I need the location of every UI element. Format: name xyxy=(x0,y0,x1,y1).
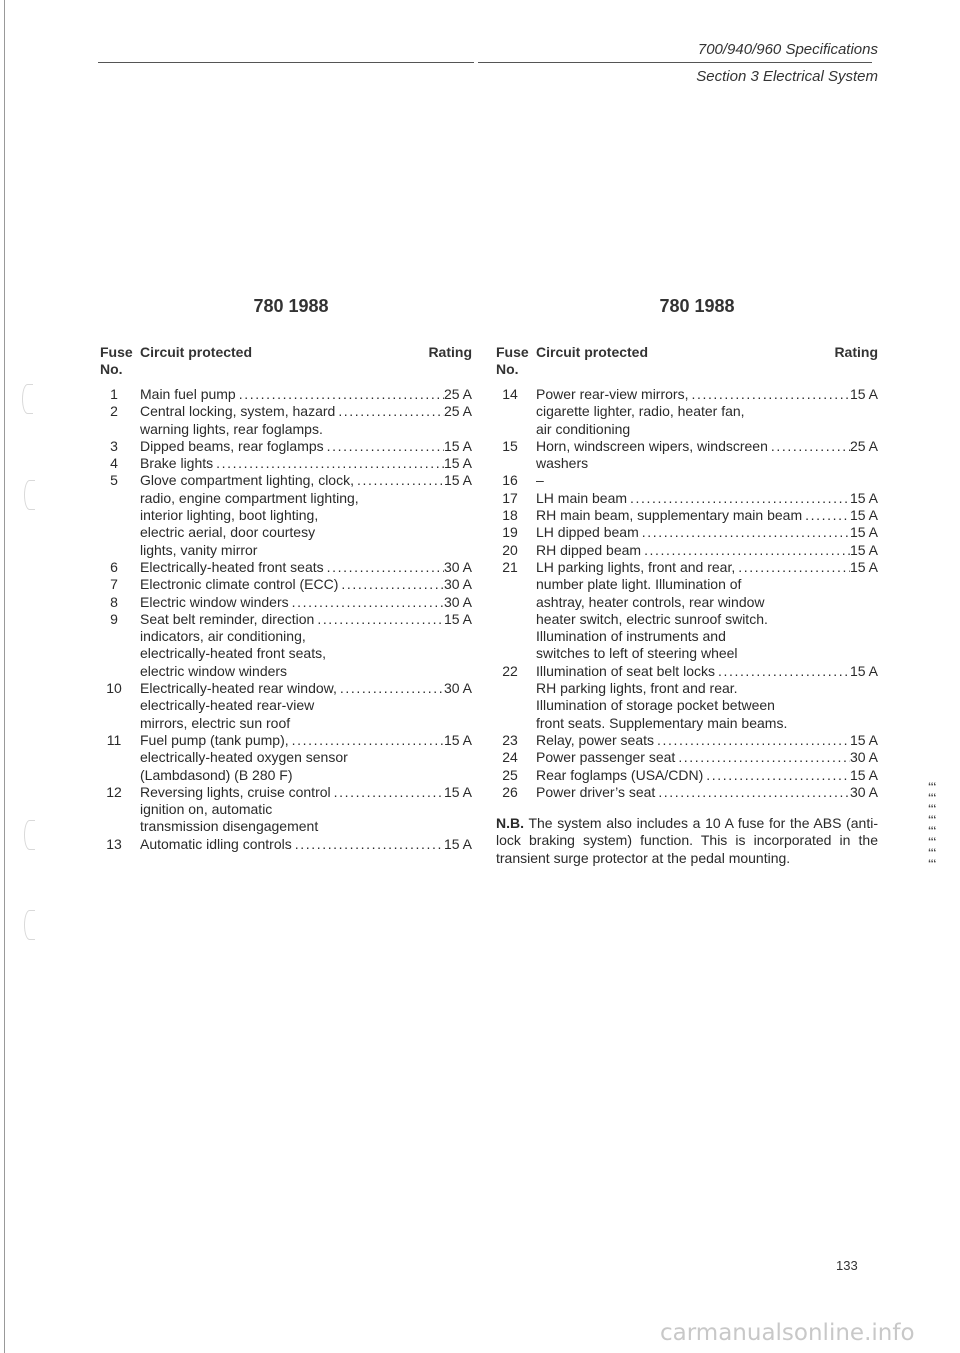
description-line: washers xyxy=(536,455,589,472)
scan-artifact xyxy=(24,820,35,850)
description-line: Brake lights ..... 15 A xyxy=(140,455,472,472)
right-fuse-table xyxy=(496,296,878,867)
circuit-description xyxy=(536,559,878,663)
description-line: Electric window winders ..... 30 A xyxy=(140,594,472,611)
circuit-description xyxy=(536,507,878,524)
header-section: Section 3 Electrical System xyxy=(696,68,878,85)
description-line: Seat belt reminder, direction ..... 15 A xyxy=(140,611,472,628)
table-row xyxy=(496,767,878,784)
description-line: Rear foglamps (USA/CDN) ..... 15 A xyxy=(536,767,878,784)
table-row xyxy=(496,542,878,559)
fuse-rating: 30 A xyxy=(443,558,472,575)
fuse-rating: 15 A xyxy=(849,524,878,541)
fuse-number: 21 xyxy=(502,558,518,575)
fuse-number: 7 xyxy=(110,576,118,593)
description-line: interior lighting, boot lighting, xyxy=(140,507,319,524)
table-row xyxy=(496,784,878,801)
circuit-description xyxy=(536,663,878,732)
description-line: RH dipped beam ..... 15 A xyxy=(536,542,878,559)
fuse-rating: 15 A xyxy=(849,731,878,748)
leader-dots xyxy=(289,594,444,611)
table-title: 780 1988 xyxy=(659,296,735,316)
leader-dots xyxy=(735,559,850,576)
leader-dots xyxy=(331,784,444,801)
scan-artifact xyxy=(24,480,35,510)
fuse-rating: 25 A xyxy=(849,437,878,454)
description-line: Illumination of storage pocket between xyxy=(536,697,775,714)
description-line: (Lambdasond) (B 280 F) xyxy=(140,766,293,783)
leader-dots xyxy=(627,490,850,507)
circuit-description xyxy=(140,784,472,836)
scan-artifact xyxy=(24,910,35,940)
leader-dots xyxy=(324,559,444,576)
circuit-description xyxy=(140,438,472,455)
fuse-rating: 15 A xyxy=(849,541,878,558)
leader-dots xyxy=(337,680,444,697)
fuse-number: 5 xyxy=(110,472,118,489)
fuse-rating: 15 A xyxy=(849,489,878,506)
description-line: number plate light. Illumination of xyxy=(536,576,742,593)
left-fuse-table xyxy=(100,296,472,853)
fuse-number: 23 xyxy=(502,731,518,748)
leader-dots xyxy=(768,438,850,455)
leader-dots xyxy=(354,472,444,489)
table-row xyxy=(496,438,878,473)
fuse-number: 25 xyxy=(502,766,518,783)
fuse-rating: 30 A xyxy=(849,749,878,766)
circuit-description xyxy=(536,438,878,473)
table-row xyxy=(496,524,878,541)
table-row xyxy=(100,594,472,611)
description-line: RH main beam, supplementary main beam ..... 15 A xyxy=(536,507,878,524)
description-line: LH dipped beam ..... 15 A xyxy=(536,524,878,541)
description-line: Central locking, system, hazard ..... 25 A xyxy=(140,403,472,420)
fuse-rating: 15 A xyxy=(443,783,472,800)
fuse-number: 26 xyxy=(502,783,518,800)
circuit-description xyxy=(536,749,878,766)
table-row xyxy=(100,680,472,732)
table-row xyxy=(496,472,878,489)
table-row xyxy=(100,403,472,438)
leader-dots xyxy=(289,732,444,749)
fuse-number: 9 xyxy=(110,610,118,627)
description-line: transmission disengagement xyxy=(140,818,319,835)
description-line: electrically-heated rear-view xyxy=(140,697,315,714)
description-line: Main fuel pump ..... 25 A xyxy=(140,386,472,403)
table-row xyxy=(100,455,472,472)
fuse-number: 22 xyxy=(502,662,518,679)
fuse-number: 18 xyxy=(502,507,518,524)
table-row xyxy=(100,732,472,784)
description-line: electrically-heated front seats, xyxy=(140,645,326,662)
table-row xyxy=(100,386,472,403)
table-row xyxy=(496,507,878,524)
fuse-number: 6 xyxy=(110,558,118,575)
table-row xyxy=(496,559,878,663)
fuse-rating: 25 A xyxy=(443,386,472,402)
table-row xyxy=(496,386,878,438)
table-row xyxy=(496,732,878,749)
circuit-description xyxy=(140,403,472,438)
fuse-rating: 30 A xyxy=(443,576,472,593)
scan-artifact xyxy=(22,384,33,414)
fuse-rating: 25 A xyxy=(443,403,472,420)
fuse-rating: 15 A xyxy=(443,472,472,489)
description-line: RH parking lights, front and rear. xyxy=(536,680,738,697)
table-header xyxy=(100,344,472,378)
page-number: 133 xyxy=(836,1258,858,1273)
fuse-rating: 15 A xyxy=(849,507,878,524)
description-line: LH main beam ..... 15 A xyxy=(536,490,878,507)
leader-dots xyxy=(213,455,444,472)
description-line: Illumination of instruments and xyxy=(536,628,726,645)
circuit-description xyxy=(536,767,878,784)
fuse-number: 20 xyxy=(502,541,518,558)
fuse-rating: 15 A xyxy=(443,835,472,852)
fuse-rating: 15 A xyxy=(849,766,878,783)
fuse-number: 8 xyxy=(110,593,118,610)
description-line: switches to left of steering wheel xyxy=(536,645,738,662)
description-line: warning lights, rear foglamps. xyxy=(140,420,323,437)
description-line: Reversing lights, cruise control ..... 15 A xyxy=(140,784,472,801)
leader-dots xyxy=(715,663,850,680)
description-line: heater switch, electric sunroof switch. xyxy=(536,610,768,627)
leader-dots xyxy=(314,611,444,628)
description-line: ashtray, heater controls, rear window xyxy=(536,593,765,610)
abs-note xyxy=(496,815,878,867)
leader-dots xyxy=(324,438,444,455)
description-line: Electrically-heated rear window, ..... 30 A xyxy=(140,680,472,697)
circuit-description xyxy=(536,490,878,507)
circuit-description xyxy=(140,732,472,784)
fuse-column-header: Fuse No. xyxy=(496,344,529,377)
circuit-description xyxy=(140,680,472,732)
circuit-column-header: Circuit protected xyxy=(140,344,253,360)
fuse-rating: 30 A xyxy=(443,680,472,697)
description-line: front seats. Supplementary main beams. xyxy=(536,714,788,731)
circuit-description xyxy=(140,559,472,576)
table-title: 780 1988 xyxy=(253,296,329,316)
leader-dots xyxy=(292,836,444,853)
table-row xyxy=(100,472,472,558)
fuse-number: 12 xyxy=(106,783,122,800)
leader-dots xyxy=(688,386,850,403)
fuse-rows xyxy=(496,386,878,801)
description-line: Power passenger seat ..... 30 A xyxy=(536,749,878,766)
description-line: Electrically-heated front seats ..... 30 A xyxy=(140,559,472,576)
circuit-description xyxy=(536,784,878,801)
description-line: Fuel pump (tank pump), ..... 15 A xyxy=(140,732,472,749)
description-line: Power rear-view mirrors, ..... 15 A xyxy=(536,386,878,403)
fuse-column-header: Fuse No. xyxy=(100,344,133,377)
leader-dots xyxy=(236,386,444,403)
description-line: electric aerial, door courtesy xyxy=(140,524,316,541)
fuse-rating: 30 A xyxy=(849,783,878,800)
description-line: Dipped beams, rear foglamps ..... 15 A xyxy=(140,438,472,455)
description-line: air conditioning xyxy=(536,420,631,437)
table-row xyxy=(100,438,472,455)
description-line: Automatic idling controls ..... 15 A xyxy=(140,836,472,853)
scan-edge-line xyxy=(4,0,5,1353)
leader-dots xyxy=(641,542,850,559)
table-row xyxy=(100,611,472,680)
fuse-number: 4 xyxy=(110,455,118,472)
fuse-rating: 15 A xyxy=(849,558,878,575)
fuse-rows xyxy=(100,386,472,853)
description-line: electrically-heated oxygen sensor xyxy=(140,749,348,766)
table-row xyxy=(100,836,472,853)
fuse-rating: 15 A xyxy=(443,455,472,472)
table-row xyxy=(100,559,472,576)
description-line: radio, engine compartment lighting, xyxy=(140,489,359,506)
circuit-description xyxy=(536,472,878,489)
circuit-description xyxy=(536,732,878,749)
fuse-number: 11 xyxy=(106,731,122,748)
description-line: ignition on, automatic xyxy=(140,801,273,818)
leader-dots xyxy=(802,507,850,524)
circuit-column-header: Circuit protected xyxy=(536,344,649,360)
description-line: mirrors, electric sun roof xyxy=(140,714,291,731)
description-line: indicators, air conditioning, xyxy=(140,628,306,645)
description-line: Horn, windscreen wipers, windscreen ..... 25 A xyxy=(536,438,878,455)
circuit-description xyxy=(140,836,472,853)
description-line: Power driver’s seat ..... 30 A xyxy=(536,784,878,801)
rating-column-header: Rating xyxy=(834,344,878,360)
circuit-description xyxy=(536,524,878,541)
description-line: LH parking lights, front and rear, ..... 15 A xyxy=(536,559,878,576)
header-title: 700/940/960 Specifications xyxy=(697,41,878,58)
description-line: cigarette lighter, radio, heater fan, xyxy=(536,403,745,420)
table-row xyxy=(496,749,878,766)
leader-dots xyxy=(335,403,444,420)
fuse-rating: 15 A xyxy=(443,437,472,454)
circuit-description xyxy=(536,386,878,438)
fuse-number: 1 xyxy=(110,386,118,402)
circuit-description xyxy=(536,542,878,559)
fuse-number: 13 xyxy=(106,835,122,852)
description-line: electric window winders xyxy=(140,662,288,679)
leader-dots xyxy=(703,767,850,784)
fuse-rating: 15 A xyxy=(849,386,878,402)
note-label: N.B. xyxy=(496,815,524,832)
circuit-description xyxy=(140,594,472,611)
table-row xyxy=(496,490,878,507)
leader-dots xyxy=(675,749,850,766)
table-header xyxy=(496,344,878,378)
fuse-rating: 15 A xyxy=(443,731,472,748)
description-line: lights, vanity mirror xyxy=(140,541,258,558)
description-line: Illumination of seat belt locks ..... 15 A xyxy=(536,663,878,680)
circuit-description xyxy=(140,472,472,558)
description-line: – xyxy=(536,472,544,489)
leader-dots xyxy=(639,524,850,541)
description-line: Electronic climate control (ECC) ..... 30 A xyxy=(140,576,472,593)
margin-tick-marks: ‘‘‘ ‘‘‘ ‘‘‘ ‘‘‘ ‘‘‘ ‘‘‘ ‘‘‘ ‘‘‘ xyxy=(928,781,937,870)
note-text: The system also includes a 10 A fuse for the ABS (anti-lock braking system) function. This is incorporated in the transient surge protector at the pedal mounting. xyxy=(496,815,878,866)
fuse-rating: 30 A xyxy=(443,593,472,610)
fuse-number: 15 xyxy=(502,437,518,454)
leader-dots xyxy=(338,576,444,593)
leader-dots xyxy=(655,784,850,801)
watermark: carmanualsonline.info xyxy=(660,1320,915,1346)
description-line: Glove compartment lighting, clock, ..... 15 A xyxy=(140,472,472,489)
description-line: Relay, power seats ..... 15 A xyxy=(536,732,878,749)
fuse-rating: 15 A xyxy=(443,610,472,627)
fuse-number: 10 xyxy=(106,680,122,697)
circuit-description xyxy=(140,611,472,680)
header-rule-right xyxy=(478,62,872,63)
circuit-description xyxy=(140,455,472,472)
fuse-number: 17 xyxy=(502,489,518,506)
table-row xyxy=(100,784,472,836)
table-row xyxy=(496,663,878,732)
leader-dots xyxy=(654,732,850,749)
fuse-number: 19 xyxy=(502,524,518,541)
fuse-number: 16 xyxy=(502,472,518,489)
fuse-number: 3 xyxy=(110,437,118,454)
fuse-number: 14 xyxy=(502,386,518,402)
fuse-rating: 15 A xyxy=(849,662,878,679)
fuse-number: 24 xyxy=(502,749,518,766)
header-rule-left xyxy=(98,62,474,63)
fuse-number: 2 xyxy=(110,403,118,420)
circuit-description xyxy=(140,386,472,403)
circuit-description xyxy=(140,576,472,593)
rating-column-header: Rating xyxy=(428,344,472,360)
table-row xyxy=(100,576,472,593)
